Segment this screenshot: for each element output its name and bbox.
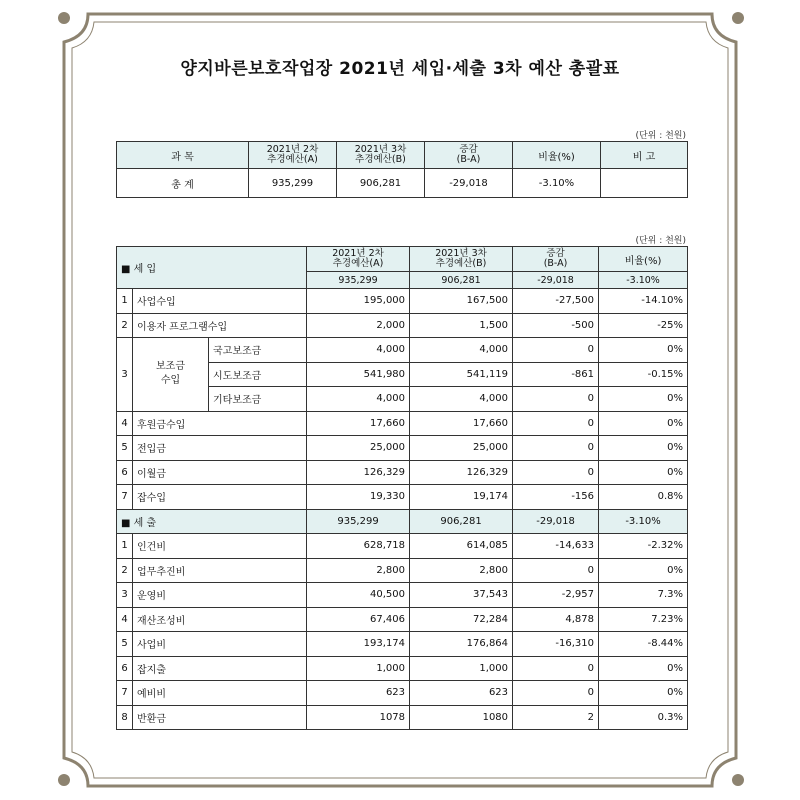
row-ratio: 0.8%: [599, 485, 688, 510]
row-ratio: -25%: [599, 313, 688, 338]
table-row: [117, 681, 688, 706]
row-label: 국고보조금: [209, 338, 307, 363]
row-budget2: 2,000: [307, 313, 410, 338]
summary-header-note: 비 고: [601, 142, 688, 169]
income-section-cell: ■ 세 입: [117, 247, 307, 289]
table-row: [117, 583, 688, 608]
summary-total-budget2: 935,299: [249, 169, 337, 198]
row-label: 운영비: [133, 583, 307, 608]
table-row: [117, 485, 688, 510]
summary-header-ratio: 비율(%): [513, 142, 601, 169]
unit-label-main: (단위 : 천원): [635, 236, 686, 246]
expense-total-budget3: 906,281: [410, 509, 513, 534]
row-budget3: 72,284: [410, 607, 513, 632]
summary-header-item: 과 목: [117, 142, 249, 169]
row-budget3: 126,329: [410, 460, 513, 485]
row-budget3: 4,000: [410, 338, 513, 363]
row-budget3: 623: [410, 681, 513, 706]
expense-total-diff: -29,018: [513, 509, 599, 534]
row-budget3: 176,864: [410, 632, 513, 657]
row-budget3: 614,085: [410, 534, 513, 559]
row-budget2: 193,174: [307, 632, 410, 657]
table-row: [117, 558, 688, 583]
row-label: 반환금: [133, 705, 307, 730]
row-ratio: -14.10%: [599, 289, 688, 314]
row-label: 재산조성비: [133, 607, 307, 632]
row-diff: 0: [513, 656, 599, 681]
row-ratio: 0.3%: [599, 705, 688, 730]
summary-header-budget3: 2021년 3차 추경예산(B): [337, 142, 425, 169]
table-row: [117, 607, 688, 632]
summary-total-diff: -29,018: [425, 169, 513, 198]
row-budget2: 628,718: [307, 534, 410, 559]
row-budget2: 2,800: [307, 558, 410, 583]
row-number: 3: [117, 583, 133, 608]
row-label: 잡수입: [133, 485, 307, 510]
row-ratio: 0%: [599, 681, 688, 706]
row-label: 사업수입: [133, 289, 307, 314]
row-budget3: 17,660: [410, 411, 513, 436]
row-number: 2: [117, 313, 133, 338]
row-ratio: -0.15%: [599, 362, 688, 387]
summary-total-label: 총 계: [117, 169, 249, 198]
table-row: [117, 436, 688, 461]
row-number: 1: [117, 289, 133, 314]
row-diff: -861: [513, 362, 599, 387]
budget-detail-table: [116, 246, 688, 730]
row-budget3: 37,543: [410, 583, 513, 608]
row-ratio: 0%: [599, 338, 688, 363]
table-row: [117, 313, 688, 338]
row-budget2: 17,660: [307, 411, 410, 436]
table-row: [117, 534, 688, 559]
summary-header-budget2: 2021년 2차 추경예산(A): [249, 142, 337, 169]
summary-total-budget3: 906,281: [337, 169, 425, 198]
table-row: [117, 656, 688, 681]
expense-section-cell: ■ 세 출: [117, 509, 307, 534]
table-row: [117, 289, 688, 314]
row-budget3: 1,500: [410, 313, 513, 338]
row-diff: -2,957: [513, 583, 599, 608]
row-budget2: 126,329: [307, 460, 410, 485]
row-diff: -27,500: [513, 289, 599, 314]
row-diff: 2: [513, 705, 599, 730]
table-row: [117, 632, 688, 657]
row-number: 2: [117, 558, 133, 583]
row-diff: 0: [513, 338, 599, 363]
summary-total-ratio: -3.10%: [513, 169, 601, 198]
row-budget2: 19,330: [307, 485, 410, 510]
expense-total-budget2: 935,299: [307, 509, 410, 534]
row-budget2: 195,000: [307, 289, 410, 314]
row-budget2: 67,406: [307, 607, 410, 632]
row-label: 전입금: [133, 436, 307, 461]
income-header-ratio: 비율(%): [599, 247, 688, 272]
row-budget2: 4,000: [307, 387, 410, 412]
row-number: 8: [117, 705, 133, 730]
row-diff: 4,878: [513, 607, 599, 632]
corner-dot-bl: [58, 774, 70, 786]
row-label: 시도보조금: [209, 362, 307, 387]
row-diff: -500: [513, 313, 599, 338]
row-number: 5: [117, 436, 133, 461]
row-number: 5: [117, 632, 133, 657]
row-label: 잡지출: [133, 656, 307, 681]
expense-total-ratio: -3.10%: [599, 509, 688, 534]
table-row: [117, 411, 688, 436]
table-row: [117, 338, 688, 363]
row-budget2: 623: [307, 681, 410, 706]
row-diff: -14,633: [513, 534, 599, 559]
row-ratio: -8.44%: [599, 632, 688, 657]
summary-header-diff: 증감 (B-A): [425, 142, 513, 169]
row-number: 4: [117, 411, 133, 436]
summary-header-row: [117, 142, 688, 169]
income-header-diff: 증감 (B-A): [513, 247, 599, 272]
row-number: 7: [117, 485, 133, 510]
row-budget3: 2,800: [410, 558, 513, 583]
row-ratio: 0%: [599, 558, 688, 583]
row-label: 이용자 프로그램수입: [133, 313, 307, 338]
row-diff: -16,310: [513, 632, 599, 657]
row-diff: 0: [513, 436, 599, 461]
row-diff: 0: [513, 460, 599, 485]
row-ratio: -2.32%: [599, 534, 688, 559]
row-number: 6: [117, 656, 133, 681]
summary-total-row: [117, 169, 688, 198]
row-ratio: 7.23%: [599, 607, 688, 632]
row-budget3: 167,500: [410, 289, 513, 314]
expense-section-label: 세 출: [133, 517, 157, 529]
row-diff: 0: [513, 558, 599, 583]
row-ratio: 0%: [599, 411, 688, 436]
row-budget2: 1078: [307, 705, 410, 730]
row-label: 사업비: [133, 632, 307, 657]
income-header-row: [117, 247, 688, 272]
row-label: 기타보조금: [209, 387, 307, 412]
row-label: 인건비: [133, 534, 307, 559]
row-budget3: 541,119: [410, 362, 513, 387]
expense-header-row: [117, 509, 688, 534]
row-ratio: 7.3%: [599, 583, 688, 608]
corner-dot-tr: [732, 12, 744, 24]
income-total-ratio: -3.10%: [599, 272, 688, 289]
row-diff: 0: [513, 681, 599, 706]
row-budget2: 1,000: [307, 656, 410, 681]
row-label: 업무추진비: [133, 558, 307, 583]
row-diff: 0: [513, 411, 599, 436]
row-label: 예비비: [133, 681, 307, 706]
row-budget3: 25,000: [410, 436, 513, 461]
summary-table: [116, 141, 688, 198]
table-row: [117, 460, 688, 485]
row-ratio: 0%: [599, 387, 688, 412]
row-diff: 0: [513, 387, 599, 412]
subsidy-group-label: 보조금 수입: [133, 338, 209, 412]
income-header-budget2: 2021년 2차 추경예산(A): [307, 247, 410, 272]
income-total-budget3: 906,281: [410, 272, 513, 289]
corner-dot-br: [732, 774, 744, 786]
income-total-budget2: 935,299: [307, 272, 410, 289]
unit-label-summary: (단위 : 천원): [635, 131, 686, 141]
row-budget2: 25,000: [307, 436, 410, 461]
row-number: 7: [117, 681, 133, 706]
row-ratio: 0%: [599, 436, 688, 461]
row-number: 1: [117, 534, 133, 559]
row-budget3: 19,174: [410, 485, 513, 510]
summary-total-note: [601, 169, 688, 198]
subsidy-row-number: 3: [117, 338, 133, 412]
row-label: 이월금: [133, 460, 307, 485]
row-number: 6: [117, 460, 133, 485]
row-diff: -156: [513, 485, 599, 510]
row-budget3: 1080: [410, 705, 513, 730]
income-section-label: 세 입: [133, 264, 157, 275]
row-ratio: 0%: [599, 460, 688, 485]
corner-dot-tl: [58, 12, 70, 24]
row-ratio: 0%: [599, 656, 688, 681]
row-budget2: 4,000: [307, 338, 410, 363]
row-number: 4: [117, 607, 133, 632]
table-row: [117, 705, 688, 730]
income-header-budget3: 2021년 3차 추경예산(B): [410, 247, 513, 272]
row-budget3: 1,000: [410, 656, 513, 681]
row-budget3: 4,000: [410, 387, 513, 412]
income-total-diff: -29,018: [513, 272, 599, 289]
row-budget2: 541,980: [307, 362, 410, 387]
row-budget2: 40,500: [307, 583, 410, 608]
row-label: 후원금수입: [133, 411, 307, 436]
page-title: 양지바른보호작업장 2021년 세입·세출 3차 예산 총괄표: [180, 59, 620, 79]
